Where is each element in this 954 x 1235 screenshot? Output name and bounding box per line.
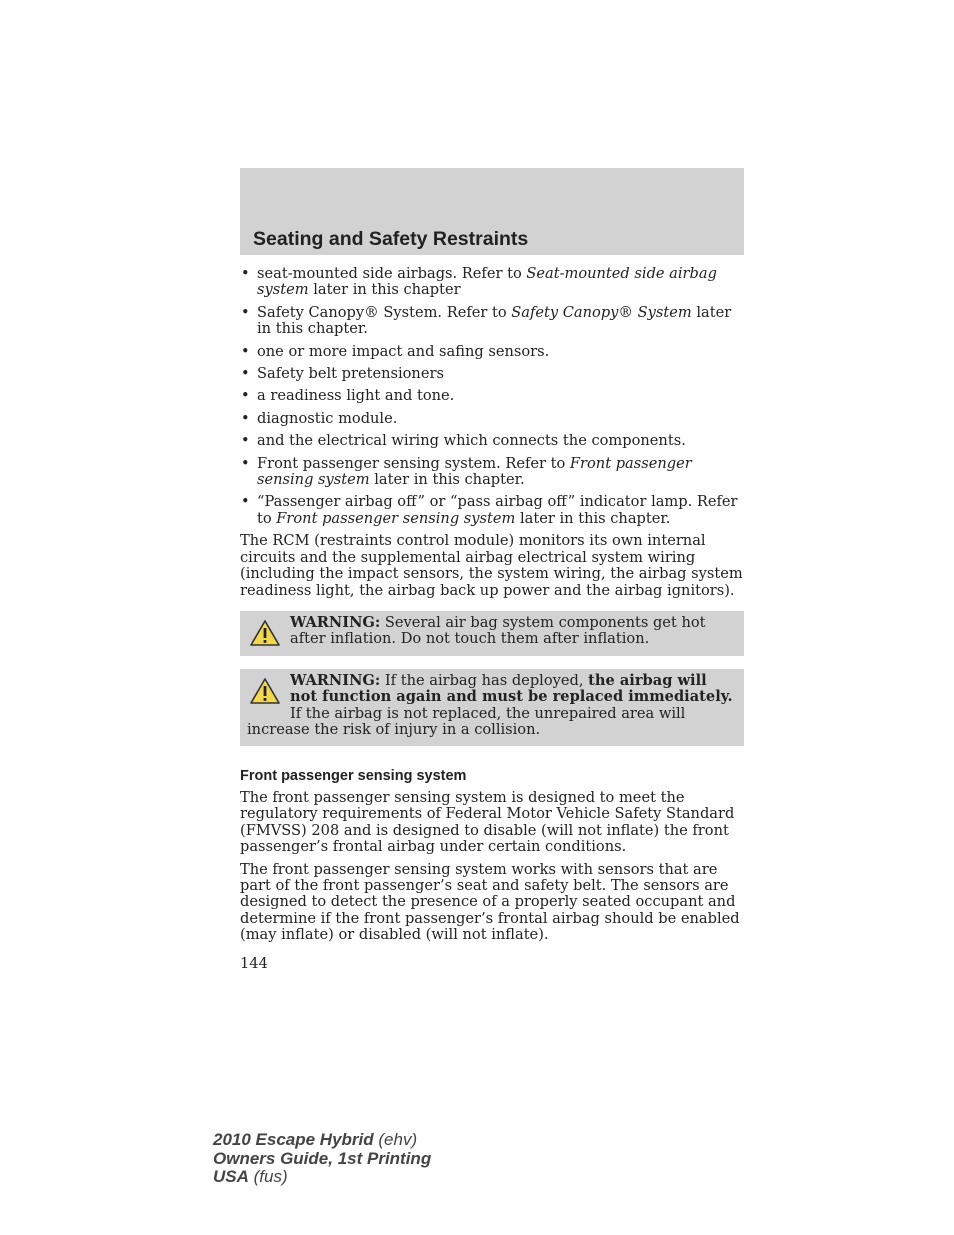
warning-box-hot-components: WARNING: Several air bag system components get hot after inflation. Do not touch them after inflation. bbox=[240, 611, 744, 656]
sensing-paragraph-2: The front passenger sensing system works with sensors that are part of the front passenger’s seat and safety belt. The sensors are designed to detect the presence of a properly seated occupant and determine if the front passenger’s frontal airbag should be enabled (may inflate) or disabled (will not inflate). bbox=[240, 860, 740, 944]
list-item: • diagnostic module. bbox=[240, 411, 744, 427]
cross-reference: Front passenger sensing system bbox=[276, 509, 516, 527]
list-item: • Safety belt pretensioners bbox=[240, 366, 744, 382]
list-item: • Front passenger sensing system. Refer to Front passenger sensing system later in this chapter. bbox=[240, 456, 744, 489]
footer-line-vehicle: 2010 Escape Hybrid (ehv) bbox=[213, 1130, 418, 1149]
section-title: Seating and Safety Restraints bbox=[253, 228, 529, 250]
section-header-band bbox=[240, 168, 744, 255]
page-number: 144 bbox=[240, 954, 268, 972]
component-list bbox=[240, 266, 744, 527]
warning-emphasis: the airbag will not function again and must be replaced immediately. bbox=[290, 671, 733, 706]
list-item: • and the electrical wiring which connects the components. bbox=[240, 433, 744, 449]
list-item: • “Passenger airbag off” or “pass airbag off” indicator lamp. Refer to Front passenger sensing system later in this chapter. bbox=[240, 494, 744, 527]
section-heading: Front passenger sensing system bbox=[240, 767, 467, 784]
warning-label: WARNING: bbox=[290, 613, 381, 631]
footer-line-market: USA (fus) bbox=[213, 1167, 288, 1186]
cross-reference: Seat-mounted side airbag system bbox=[257, 265, 717, 299]
rcm-paragraph: The RCM (restraints control module) monitors its own internal circuits and the supplemental airbag electrical system wiring (including the impact sensors, the system wiring, the airbag system readiness light, the airbag back up power and the airbag ignitors). bbox=[240, 532, 743, 599]
cross-reference: Front passenger sensing system bbox=[257, 454, 692, 489]
cross-reference: Safety Canopy® System bbox=[511, 303, 692, 321]
footer-line-guide: Owners Guide, 1st Printing bbox=[213, 1148, 432, 1168]
list-item: • seat-mounted side airbags. Refer to Seat-mounted side airbag system later in this chapter bbox=[240, 266, 744, 299]
warning-triangle-icon bbox=[249, 677, 281, 705]
list-item: • one or more impact and safing sensors. bbox=[240, 344, 744, 360]
document-footer bbox=[213, 1131, 431, 1187]
warning-box-deployed-airbag: WARNING: If the airbag has deployed, the airbag will not function again and must be replaced immediately. If the airbag is not replaced, the unrepaired area will increase the risk of injury in a collision. bbox=[240, 669, 744, 746]
list-item: • a readiness light and tone. bbox=[240, 388, 744, 404]
warning-triangle-icon bbox=[249, 619, 281, 647]
list-item: • Safety Canopy® System. Refer to Safety Canopy® System later in this chapter. bbox=[240, 305, 744, 338]
page-content bbox=[240, 266, 744, 972]
warning-label: WARNING: bbox=[290, 671, 381, 689]
sensing-paragraph-1: The front passenger sensing system is designed to meet the regulatory requirements of Federal Motor Vehicle Safety Standard (FMVSS) 208 and is designed to disable (will not inflate) the front passenger’s frontal airbag under certain conditions. bbox=[240, 788, 735, 856]
